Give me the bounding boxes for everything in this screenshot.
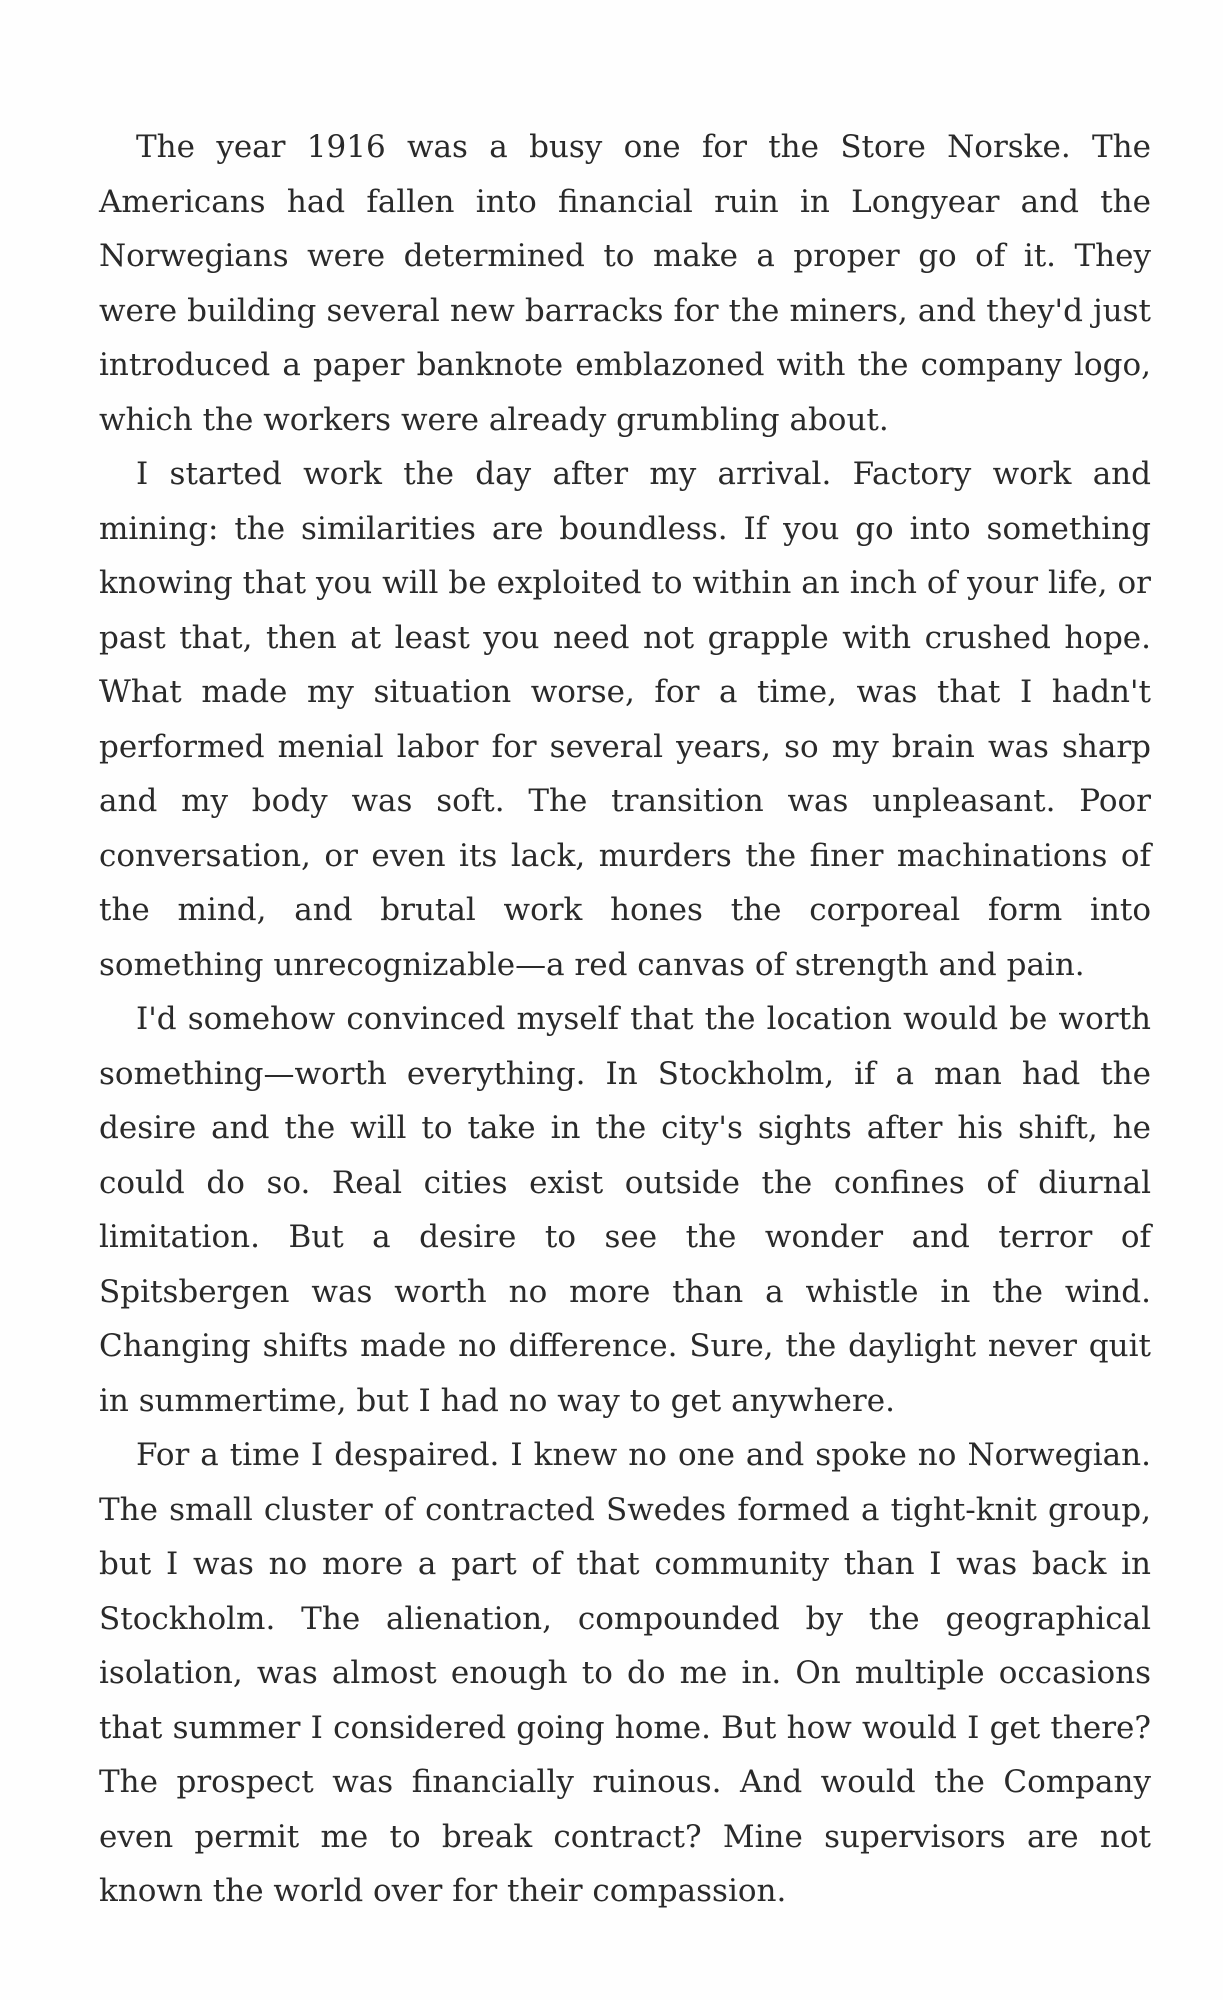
body-text [99, 120, 1151, 1919]
paragraph-3: I'd somehow convinced myself that the location would be worth something—worth everything. In Stockholm, if a man had the desire and the will to take in the city's sights after his shift, he could do so. Real cities exist outside the confines of diurnal limitation. But a desire to see the wonder and terror of Spitsbergen was worth no more than a whistle in the wind. Changing shifts made no difference. Sure, the daylight never quit in summertime, but I had no way to get anywhere. [99, 1001, 1151, 1419]
paragraph-4: For a time I despaired. I knew no one and spoke no Norwegian. The small cluster of contracted Swedes formed a tight-knit group, but I was no more a part of that community than I was back in Stockholm. The alienation, compounded by the geographical isolation, was almost enough to do me in. On multiple occasions that summer I considered going home. But how would I get there? The prospect was financially ruinous. And would the Company even permit me to break contract? Mine supervisors are not known the world over for their compassion. [99, 1437, 1151, 1909]
paragraph-2: I started work the day after my arrival. Factory work and mining: the similarities are boundless. If you go into something knowing that you will be exploited to within an inch of your life, or past that, then at least you need not grapple with crushed hope. What made my situation worse, for a time, was that I hadn't performed menial labor for several years, so my brain was sharp and my body was soft. The transition was unpleasant. Poor conversation, or even its lack, murders the finer machinations of the mind, and brutal work hones the corporeal form into something unrecognizable—a red canvas of strength and pain. [99, 456, 1151, 983]
paragraph-1: The year 1916 was a busy one for the Store Norske. The Americans had fallen into financial ruin in Longyear and the Norwegians were determined to make a proper go of it. They were building several new barracks for the miners, and they'd just introduced a paper banknote emblazoned with the company logo, which the workers were already grumbling about. [99, 129, 1151, 438]
